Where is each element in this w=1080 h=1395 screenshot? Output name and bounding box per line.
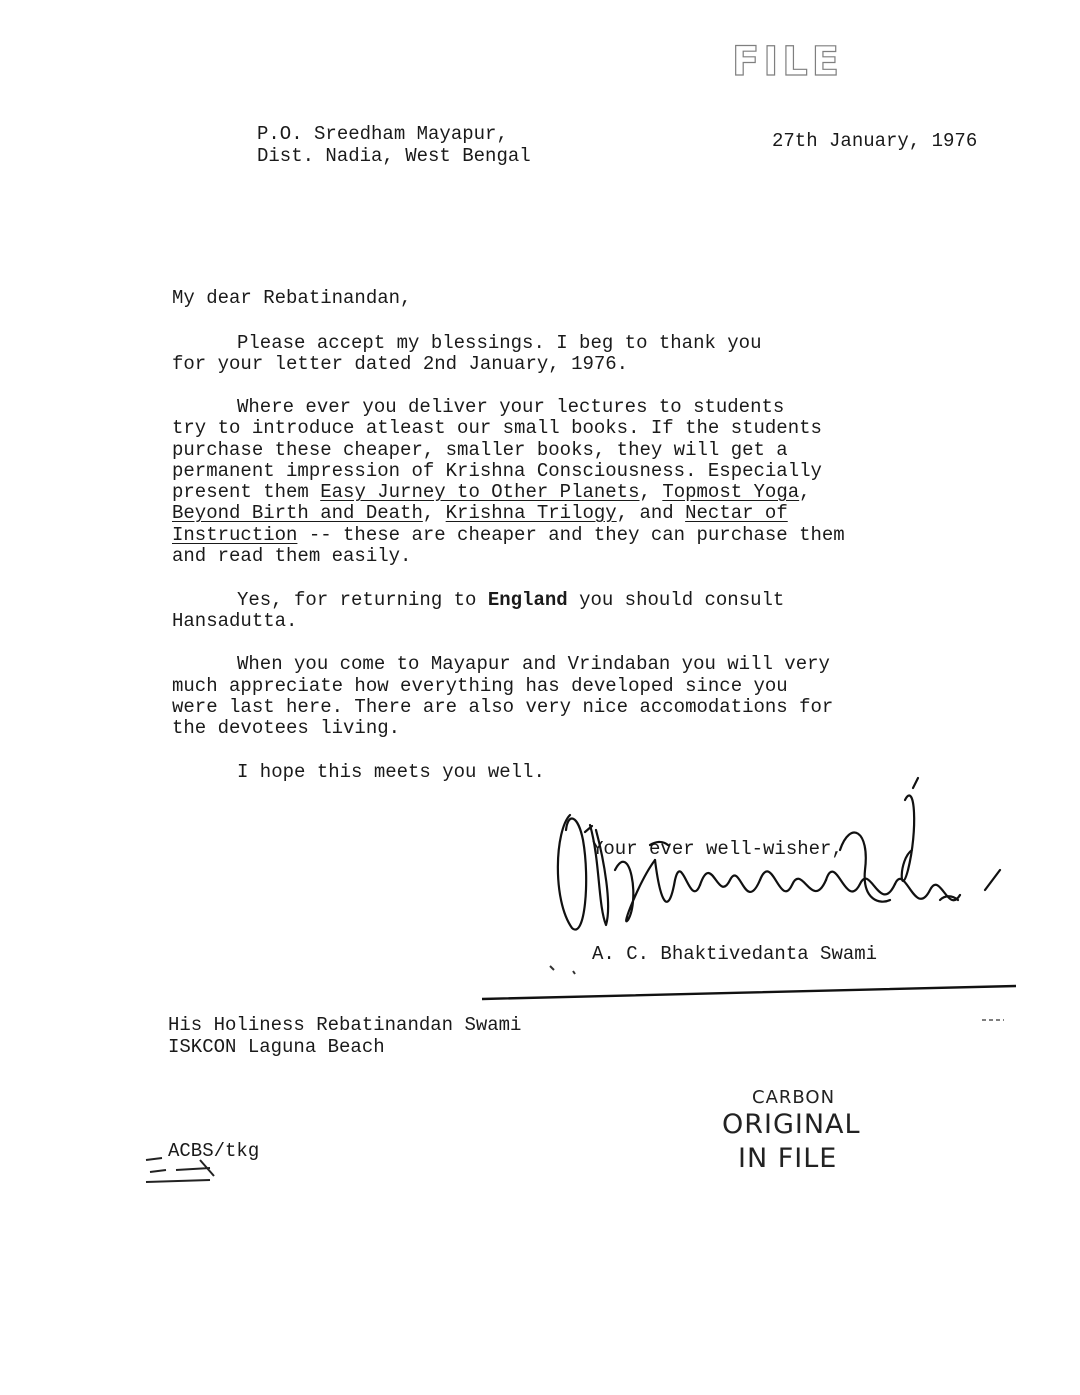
paragraph-2-line-3: purchase these cheaper, smaller books, they will get a	[172, 439, 788, 461]
book-title-beyond-birth: Beyond Birth and Death	[172, 502, 423, 524]
text-run: present them	[172, 481, 321, 503]
paragraph-3-line-2: Hansadutta.	[172, 610, 298, 632]
original-stamp: ORIGINAL	[722, 1109, 861, 1140]
text-run: ,	[639, 481, 663, 503]
recipient-line-1: His Holiness Rebatinandan Swami	[168, 1014, 522, 1036]
place-england: England	[487, 589, 568, 611]
address-line-1: P.O. Sreedham Mayapur,	[257, 123, 508, 145]
book-title-krishna-trilogy: Krishna Trilogy	[445, 502, 617, 524]
paragraph-2-line-4: permanent impression of Krishna Consciousness. Especially	[172, 460, 822, 482]
signatory: A. C. Bhaktivedanta Swami	[592, 943, 878, 965]
paragraph-4-line-4: the devotees living.	[172, 717, 401, 739]
text-run: Yes, for returning to	[237, 589, 488, 611]
book-title-nectar-part-2: Instruction	[172, 524, 298, 546]
paragraph-1-line-2: for your letter dated 2nd January, 1976.	[172, 353, 629, 375]
text-run: -- these are cheaper and they can purchase them	[297, 524, 845, 546]
text-run: ,	[799, 481, 811, 503]
address-line-2: Dist. Nadia, West Bengal	[257, 145, 531, 167]
paragraph-2-line-2: try to introduce atleast our small books. If the students	[172, 417, 822, 439]
book-title-easy-journey: Easy Jurney to Other Planets	[320, 481, 640, 503]
paragraph-4-line-1: When you come to Mayapur and Vrindaban you will very	[237, 653, 830, 675]
recipient-line-2: ISKCON Laguna Beach	[168, 1036, 385, 1058]
text-run: ,	[422, 502, 446, 524]
text-run: , and	[616, 502, 686, 524]
paragraph-2-line-1: Where ever you deliver your lectures to students	[237, 396, 785, 418]
closing: Your ever well-wisher,	[592, 838, 843, 860]
paragraph-2-line-8: and read them easily.	[172, 545, 412, 567]
letter-date: 27th January, 1976	[772, 130, 978, 152]
paragraph-5: I hope this meets you well.	[237, 761, 545, 783]
file-stamp: FILE	[732, 39, 844, 85]
in-file-stamp: IN FILE	[738, 1143, 838, 1174]
paragraph-1-line-1: Please accept my blessings. I beg to thank you	[237, 332, 762, 354]
paragraph-4-line-3: were last here. There are also very nice accomodations for	[172, 696, 834, 718]
book-title-topmost-yoga: Topmost Yoga	[662, 481, 800, 503]
book-title-nectar-part-1: Nectar of	[685, 502, 788, 524]
carbon-stamp: CARBON	[752, 1087, 836, 1108]
salutation: My dear Rebatinandan,	[172, 287, 412, 309]
paragraph-4-line-2: much appreciate how everything has developed since you	[172, 675, 788, 697]
reference-initials: ACBS/tkg	[168, 1140, 260, 1162]
text-run: you should consult	[567, 589, 785, 611]
